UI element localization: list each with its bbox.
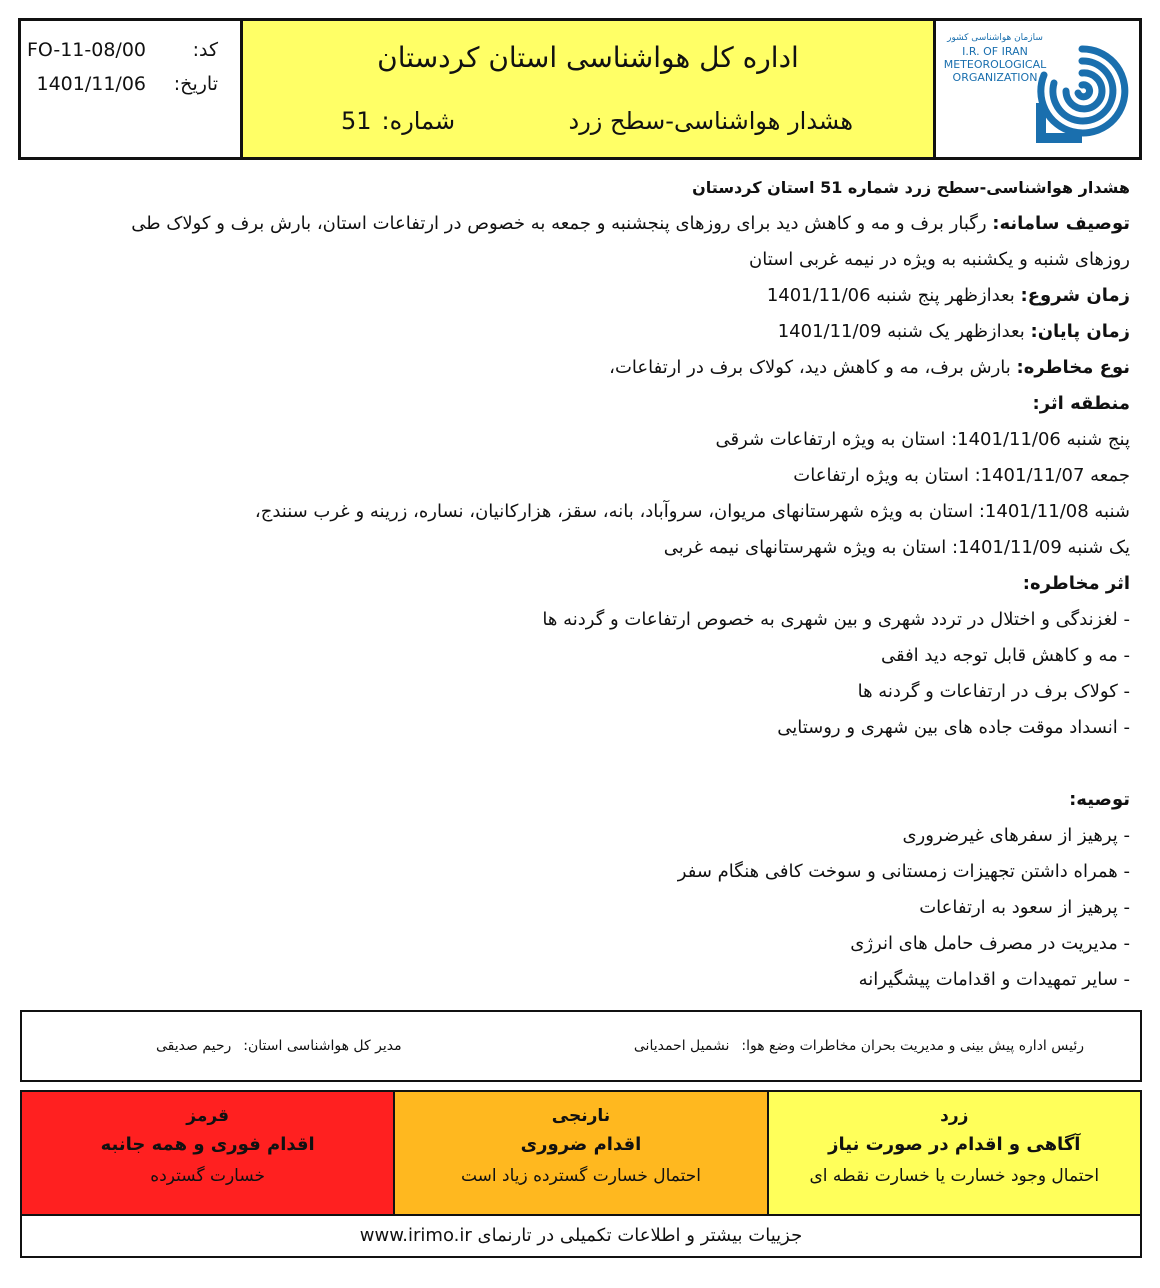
list-item: پنج شنبه 1401/11/06: استان به ویژه ارتفاعات شرقی: [715, 429, 1130, 450]
list-item: - کولاک برف در ارتفاعات و گردنه ها: [857, 681, 1130, 702]
start-value: بعدازظهر پنج شنبه 1401/11/06: [766, 285, 1015, 306]
forecast-head-signature: [634, 1038, 1084, 1054]
description-text: رگبار برف و مه و کاهش دید برای روزهای پنجشنبه و جمعه به خصوص در ارتفاعات استان، بارش برف و کولاک طی روزهای شنبه و یکشنبه به ویژه در نیمه غربی استان: [131, 213, 1130, 270]
level-description: احتمال خسارت گسترده زیاد است: [460, 1166, 701, 1186]
description-label: توصیف سامانه:: [992, 213, 1130, 234]
level-name: نارنجی: [551, 1106, 611, 1126]
irimo-logo: [942, 29, 1132, 153]
effects-label: اثر مخاطره:: [1022, 573, 1130, 594]
hazard-type-row: [30, 350, 1130, 386]
list-item: یک شنبه 1401/11/09: استان به ویژه شهرستانهای نیمه غربی: [663, 537, 1130, 558]
list-item: جمعه 1401/11/07: استان به ویژه ارتفاعات: [793, 465, 1130, 486]
document-heading: هشدار هواشناسی-سطح زرد شماره 51 استان کردستان: [692, 178, 1130, 197]
hazard-type-label: نوع مخاطره:: [1016, 357, 1130, 378]
level-action: اقدام ضروری: [520, 1134, 642, 1155]
list-item: - پرهیز از سعود به ارتفاعات: [919, 897, 1130, 918]
list-item: - مه و کاهش قابل توجه دید افقی: [880, 645, 1130, 666]
director-signature: [156, 1038, 402, 1054]
level-name: قرمز: [186, 1106, 230, 1126]
level-red-cell: [22, 1092, 393, 1214]
level-name: زرد: [940, 1106, 969, 1126]
effects-label-row: [30, 566, 1130, 602]
forecast-head-title: رئیس اداره پیش بینی و مدیریت بحران مخاطرات وضع هوا:: [741, 1038, 1084, 1054]
end-time-row: [30, 314, 1130, 350]
number-value: 51: [341, 107, 372, 135]
number-label: شماره:: [381, 107, 456, 135]
list-item: شنبه 1401/11/08: استان به ویژه شهرستانهای مریوان، سروآباد، بانه، سقز، هزارکانیان، نساره، زرینه و غرب سنندج،: [254, 501, 1130, 522]
page-title: اداره کل هواشناسی استان کردستان: [377, 41, 799, 74]
warning-level-title: هشدار هواشناسی-سطح زرد: [568, 107, 853, 135]
list-item: - پرهیز از سفرهای غیرضروری: [902, 825, 1130, 846]
date-row: [36, 73, 218, 95]
code-value: FO-11-08/00: [26, 39, 146, 61]
end-value: بعدازظهر یک شنبه 1401/11/09: [777, 321, 1025, 342]
level-yellow-cell: [767, 1092, 1140, 1214]
director-title: مدیر کل هواشناسی استان:: [243, 1038, 402, 1054]
level-description: احتمال وجود خسارت یا خسارت نقطه ای: [809, 1166, 1100, 1186]
header-logo-box: [933, 21, 1139, 157]
end-label: زمان پایان:: [1030, 321, 1130, 342]
level-orange-cell: [393, 1092, 766, 1214]
warning-content: [30, 178, 1130, 998]
advice-label: توصیه:: [1069, 789, 1130, 810]
date-label: تاریخ:: [173, 73, 218, 95]
list-item: - لغزندگی و اختلال در تردد شهری و بین شهری به خصوص ارتفاعات و گردنه ها: [542, 609, 1130, 630]
level-action: اقدام فوری و همه جانبه: [100, 1134, 315, 1155]
document-header: [18, 18, 1142, 160]
signature-box: [20, 1010, 1142, 1082]
advice-label-row: [30, 782, 1130, 818]
system-description: [78, 206, 1130, 278]
levels-row: [22, 1092, 1140, 1216]
spacer: [30, 746, 1130, 782]
start-label: زمان شروع:: [1020, 285, 1130, 306]
level-description: خسارت گسترده: [150, 1166, 266, 1186]
list-item: - انسداد موقت جاده های بین شهری و روستایی: [777, 717, 1130, 738]
start-time-row: [30, 278, 1130, 314]
warning-levels-table: [20, 1090, 1142, 1258]
area-label-row: [30, 386, 1130, 422]
footer-website-line: [22, 1216, 1140, 1258]
logo-emblem-icon: [1034, 35, 1130, 147]
list-item: - مدیریت در مصرف حامل های انرژی: [850, 933, 1130, 954]
area-label: منطقه اثر:: [1032, 393, 1130, 414]
website-link[interactable]: www.irimo.ir: [359, 1225, 472, 1246]
footer-text: جزییات بیشتر و اطلاعات تکمیلی در تارنمای: [477, 1225, 803, 1246]
code-row: [27, 39, 218, 61]
level-action: آگاهی و اقدام در صورت نیاز: [828, 1134, 1081, 1155]
list-item: - سایر تمهیدات و اقدامات پیشگیرانه: [858, 969, 1130, 990]
logo-line-3: ORGANIZATION: [952, 71, 1038, 84]
header-code-date-box: [21, 21, 243, 157]
date-value: 1401/11/06: [36, 73, 146, 95]
header-title-box: [243, 21, 933, 157]
list-item: - همراه داشتن تجهیزات زمستانی و سوخت کافی هنگام سفر: [677, 861, 1130, 882]
logo-persian-text: سازمان هواشناسی کشور: [947, 33, 1043, 43]
hazard-type-value: بارش برف، مه و کاهش دید، کولاک برف در ارتفاعات،: [609, 357, 1011, 378]
warning-number: [341, 107, 455, 135]
logo-line-2: METEOROLOGICAL: [943, 58, 1047, 71]
director-name: رحیم صدیقی: [156, 1038, 232, 1054]
logo-line-1: I.R. OF IRAN: [962, 45, 1028, 58]
forecast-head-name: نشمیل احمدیانی: [633, 1038, 730, 1054]
code-label: کد:: [192, 39, 218, 61]
logo-english-text: [942, 45, 1048, 84]
